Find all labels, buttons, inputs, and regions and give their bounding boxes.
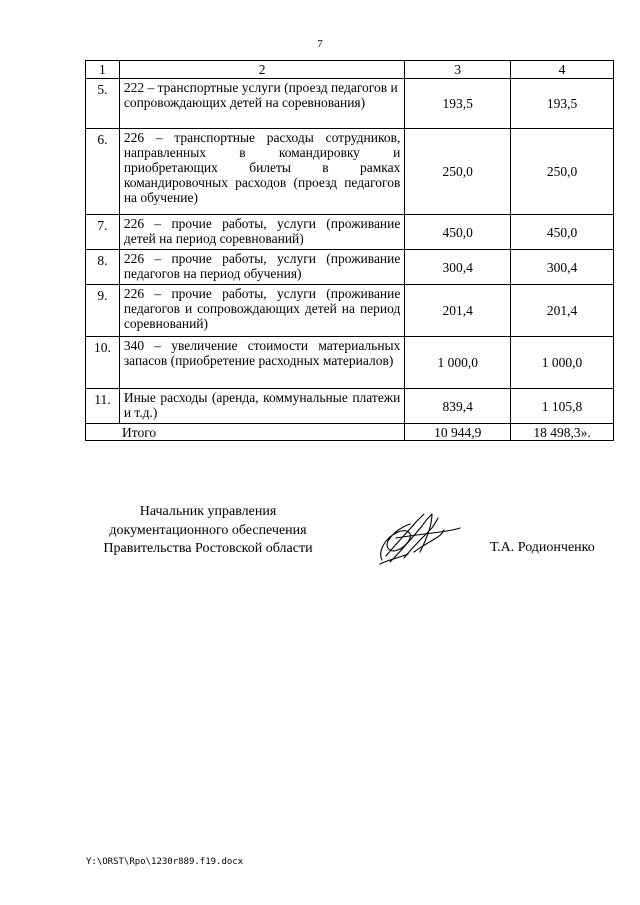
row-value-col4: 1 105,8 bbox=[511, 389, 614, 424]
document-file-path: Y:\ORST\Rpo\1230r889.f19.docx bbox=[86, 857, 244, 867]
row-value-col3: 193,5 bbox=[405, 79, 511, 129]
row-value-col3: 1 000,0 bbox=[405, 337, 511, 389]
header-col-1: 1 bbox=[86, 61, 120, 79]
row-description-text: 226 – прочие работы, услуги (проживание педагогов и сопровождающих детей на период соревнований) bbox=[123, 286, 401, 331]
signer-position-line: Правительства Ростовской области bbox=[103, 541, 313, 556]
table-row bbox=[86, 129, 614, 215]
signer-position-line: Начальник управления bbox=[139, 504, 277, 519]
row-value-col3: 839,4 bbox=[405, 389, 511, 424]
row-value-col3: 250,0 bbox=[405, 129, 511, 215]
row-value-col3: 300,4 bbox=[405, 250, 511, 285]
row-value-col4: 193,5 bbox=[511, 79, 614, 129]
table-header-row bbox=[86, 61, 614, 79]
row-value-col3: 201,4 bbox=[405, 285, 511, 337]
row-value-col4: 450,0 bbox=[511, 215, 614, 250]
row-value-col4: 300,4 bbox=[511, 250, 614, 285]
row-description-text: 340 – увеличение стоимости материальных запасов (приобретение расходных материалов) bbox=[123, 338, 401, 368]
signer-position bbox=[83, 503, 333, 559]
table-row bbox=[86, 250, 614, 285]
table-row bbox=[86, 337, 614, 389]
expense-table bbox=[85, 60, 614, 441]
header-col-3: 3 bbox=[405, 61, 511, 79]
row-description bbox=[119, 337, 405, 389]
row-description bbox=[119, 250, 405, 285]
table-total-row bbox=[86, 424, 614, 441]
row-value-col4: 201,4 bbox=[511, 285, 614, 337]
row-number: 11. bbox=[86, 389, 120, 424]
row-number: 10. bbox=[86, 337, 120, 389]
row-description bbox=[119, 129, 405, 215]
row-description-text: 226 – прочие работы, услуги (проживание педагогов на период обучения) bbox=[123, 251, 401, 281]
table-row bbox=[86, 285, 614, 337]
row-description bbox=[119, 389, 405, 424]
row-number: 6. bbox=[86, 129, 120, 215]
table-row bbox=[86, 389, 614, 424]
row-number: 5. bbox=[86, 79, 120, 129]
page-number: 7 bbox=[317, 38, 323, 50]
table-row bbox=[86, 215, 614, 250]
header-col-4: 4 bbox=[511, 61, 614, 79]
row-description bbox=[119, 215, 405, 250]
row-description-text: 226 – транспортные расходы сотрудников, направленных в командировку и приобретающих билеты в рамках командировочных расходов (проезд педагогов на обучение) bbox=[123, 130, 401, 205]
row-description bbox=[119, 285, 405, 337]
total-value-col3: 10 944,9 bbox=[405, 424, 511, 441]
row-value-col4: 250,0 bbox=[511, 129, 614, 215]
row-description bbox=[119, 79, 405, 129]
row-value-col3: 450,0 bbox=[405, 215, 511, 250]
table-row bbox=[86, 79, 614, 129]
row-description-text: Иные расходы (аренда, коммунальные платежи и т.д.) bbox=[123, 390, 401, 420]
total-value-col4: 18 498,3». bbox=[511, 424, 614, 441]
signer-name: Т.А. Родионченко bbox=[490, 540, 595, 555]
total-label: Итого bbox=[86, 424, 405, 441]
header-col-2: 2 bbox=[119, 61, 405, 79]
row-number: 7. bbox=[86, 215, 120, 250]
row-number: 9. bbox=[86, 285, 120, 337]
handwritten-signature bbox=[374, 508, 464, 570]
row-value-col4: 1 000,0 bbox=[511, 337, 614, 389]
row-description-text: 226 – прочие работы, услуги (проживание детей на период соревнований) bbox=[123, 216, 401, 246]
signer-position-line: документационного обеспечения bbox=[109, 522, 307, 538]
row-description-text: 222 – транспортные услуги (проезд педагогов и сопровождающих детей на соревнования) bbox=[123, 80, 398, 110]
row-number: 8. bbox=[86, 250, 120, 285]
